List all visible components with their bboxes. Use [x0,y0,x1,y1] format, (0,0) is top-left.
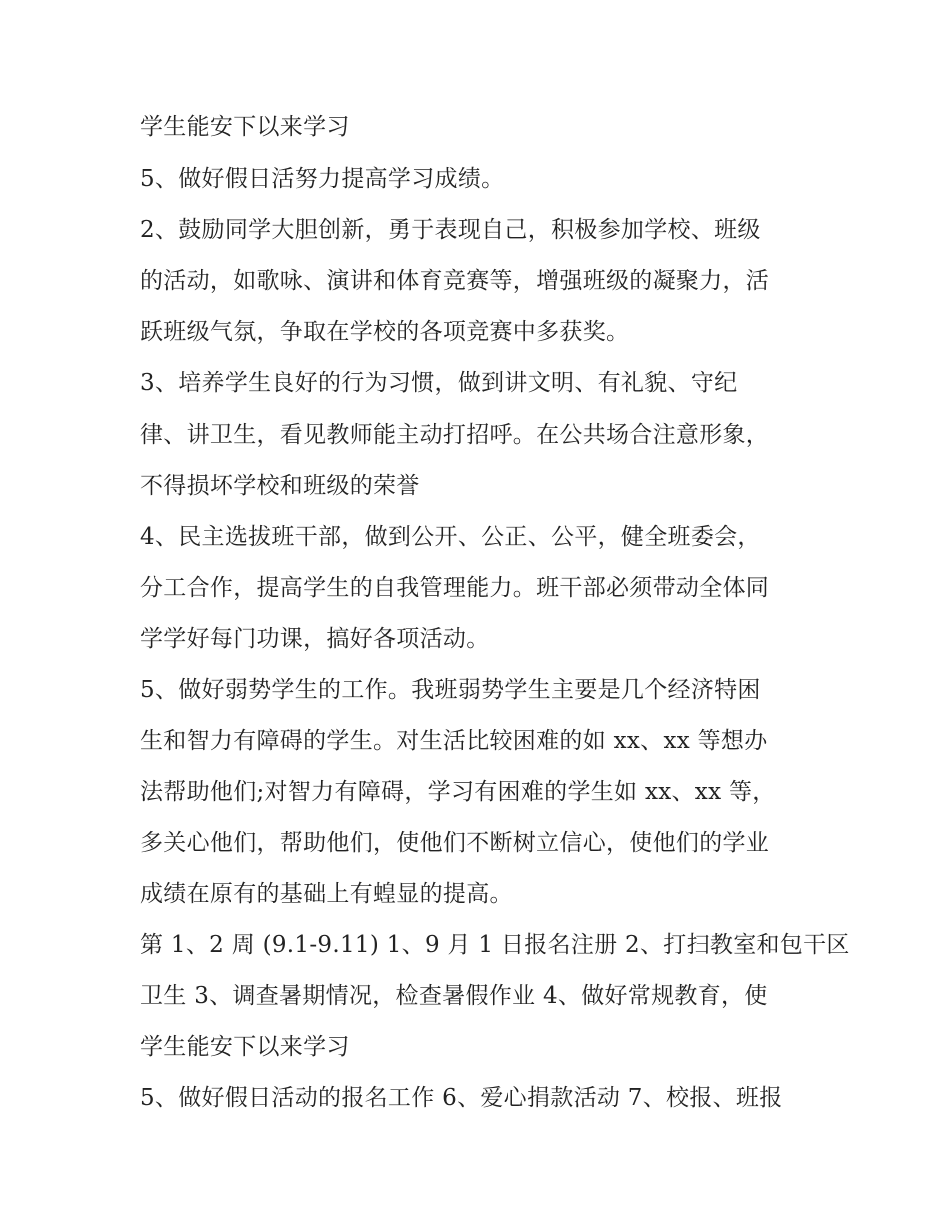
text-line: 分工合作，提高学生的自我管理能力。班干部必须带动全体同 [140,575,770,601]
text-line: 不得损坏学校和班级的荣誉 [140,473,420,499]
text-line: 2、鼓励同学大胆创新，勇于表现自己，积极参加学校、班级 [140,217,761,243]
text-line: 卫生 3、调查暑期情况，检查暑假作业 4、做好常规教育，使 [140,983,768,1009]
text-line: 律、讲卫生，看见教师能主动打招呼。在公共场合注意形象， [140,422,770,448]
text-line: 成绩在原有的基础上有蝗显的提高。 [140,881,513,907]
text-line: 法帮助他们;对智力有障碍，学习有困难的学生如 xx、xx 等， [140,779,776,805]
text-line: 5、做好假日活动的报名工作 6、爱心捐款活动 7、校报、班报 [140,1085,783,1111]
text-line: 多关心他们，帮助他们，使他们不断树立信心，使他们的学业 [140,830,770,856]
text-line: 4、民主选拔班干部，做到公开、公正、公平，健全班委会， [140,524,761,550]
text-line: 跃班级气氛，争取在学校的各项竞赛中多获奖。 [140,319,630,345]
text-line: 学生能安下以来学习 [140,114,350,140]
text-line: 5、做好假日活努力提高学习成绩。 [140,166,505,192]
text-line: 学学好每门功课，搞好各项活动。 [140,626,490,652]
text-line: 第 1、2 周 (9.1-9.11) 1、9 月 1 日报名注册 2、打扫教室和包干区 [140,932,850,958]
text-line: 生和智力有障碍的学生。对生活比较困难的如 xx、xx 等想办 [140,728,768,754]
text-line: 学生能安下以来学习 [140,1034,350,1060]
text-line: 的活动，如歌咏、演讲和体育竞赛等，增强班级的凝聚力，活 [140,268,770,294]
text-line: 5、做好弱势学生的工作。我班弱势学生主要是几个经济特困 [140,677,761,703]
text-line: 3、培养学生良好的行为习惯，做到讲文明、有礼貌、守纪 [140,370,738,396]
